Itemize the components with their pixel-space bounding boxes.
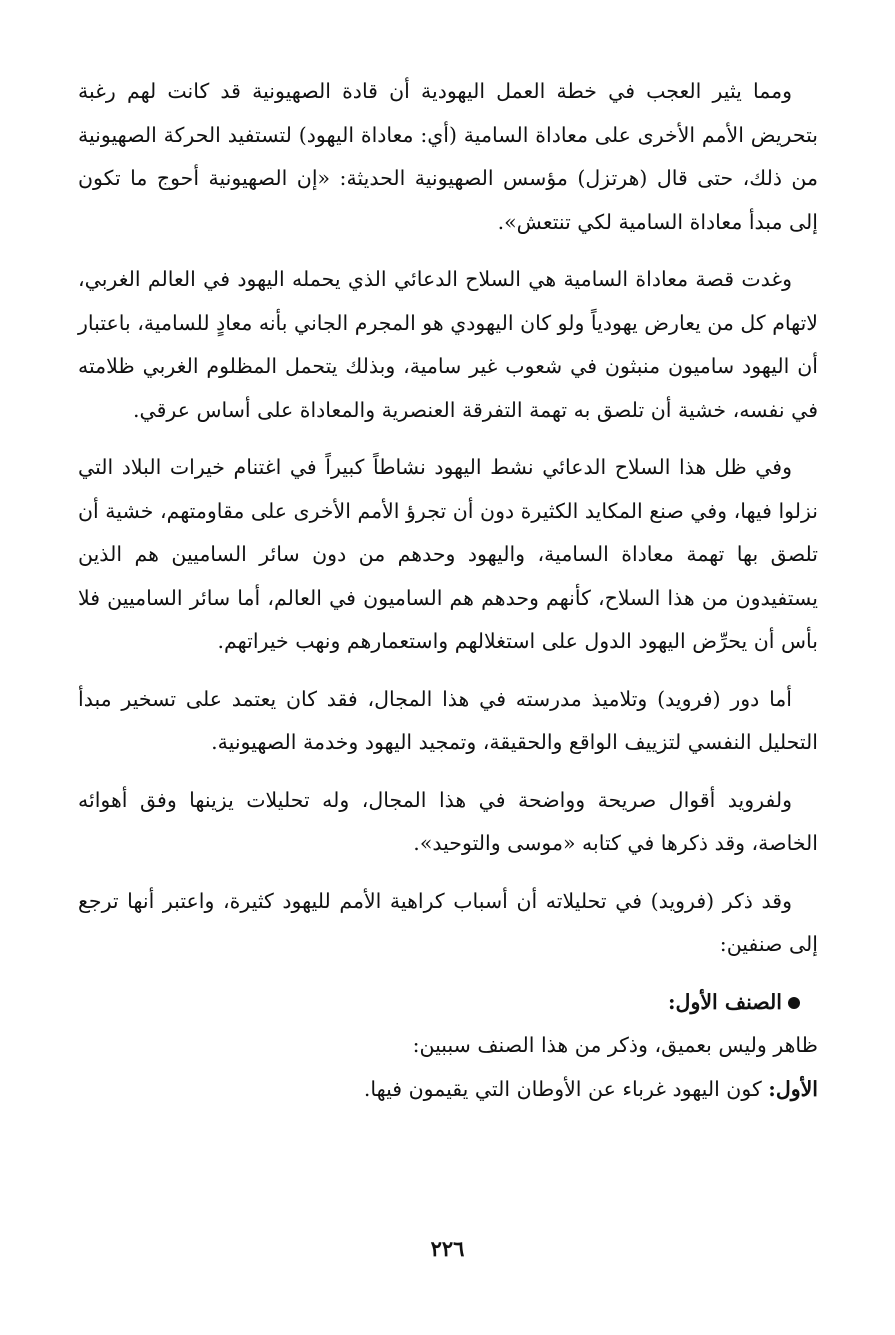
- bullet-icon: [788, 997, 800, 1009]
- paragraph-4: أما دور (فرويد) وتلاميذ مدرسته في هذا المجال، فقد كان يعتمد على تسخير مبدأ التحليل النفسي لتزييف الواقع والحقيقة، وتمجيد اليهود وخدمة الصهيونية.: [78, 686, 818, 754]
- section-heading: [78, 981, 818, 1025]
- first-reason-line: [78, 1068, 818, 1112]
- paragraph-5: ولفرويد أقوال صريحة وواضحة في هذا المجال، وله تحليلات يزينها وفق أهوائه الخاصة، وقد ذكرها في كتابه «موسى والتوحيد».: [78, 787, 818, 855]
- paragraph-3: وفي ظل هذا السلاح الدعائي نشط اليهود نشاطاً كبيراً في اغتنام خيرات البلاد التي نزلوا فيها، وفي صنع المكايد الكثيرة دون أن تجرؤ الأمم الأخرى على مقاومتهم، خشية أن تلصق بها تهمة معاداة السامية، واليهود وحدهم من دون سائر الساميين هم الذين يستفيدون من هذا السلاح، كأنهم وحدهم هم الساميون في العالم، أما سائر الساميين فلا بأس أن يحرِّض اليهود الدول على استغلالهم واستعمارهم ونهب خيراتهم.: [78, 455, 818, 653]
- section-intro-line: ظاهر وليس بعميق، وذكر من هذا الصنف سببين:: [412, 1033, 818, 1057]
- first-reason-text: كون اليهود غرباء عن الأوطان التي يقيمون فيها.: [363, 1076, 762, 1101]
- paragraph-1: ومما يثير العجب في خطة العمل اليهودية أن قادة الصهيونية قد كانت لهم رغبة بتحريض الأمم الأخرى على معاداة السامية (أي: معاداة اليهود) لتستفيد الحركة الصهيونية من ذلك، حتى قال (هرتزل) مؤسس الصهيونية الحديثة: «إن الصهيونية أحوج ما تكون إلى مبدأ معاداة السامية لكي تنتعش».: [78, 79, 818, 234]
- first-reason-label: الأول:: [768, 1076, 818, 1101]
- page-body: [78, 70, 818, 1111]
- paragraph-2: وغدت قصة معاداة السامية هي السلاح الدعائي الذي يحمله اليهود في العالم الغربي، لاتهام كل من يعارض يهودياً ولو كان اليهودي هو المجرم الجاني بأنه معادٍ للسامية، باعتبار أن اليهود ساميون منبثون في شعوب غير سامية، وبذلك يتحمل المظلوم الغربي ظلامته في نفسه، خشية أن تلصق به تهمة التفرقة العنصرية والمعاداة على أساس عرقي.: [78, 267, 818, 422]
- paragraph-6: وقد ذكر (فرويد) في تحليلاته أن أسباب كراهية الأمم لليهود كثيرة، واعتبر أنها ترجع إلى صنفين:: [78, 888, 818, 956]
- page-number: ٢٢٦: [430, 1236, 465, 1261]
- section-heading-text: الصنف الأول:: [667, 989, 782, 1014]
